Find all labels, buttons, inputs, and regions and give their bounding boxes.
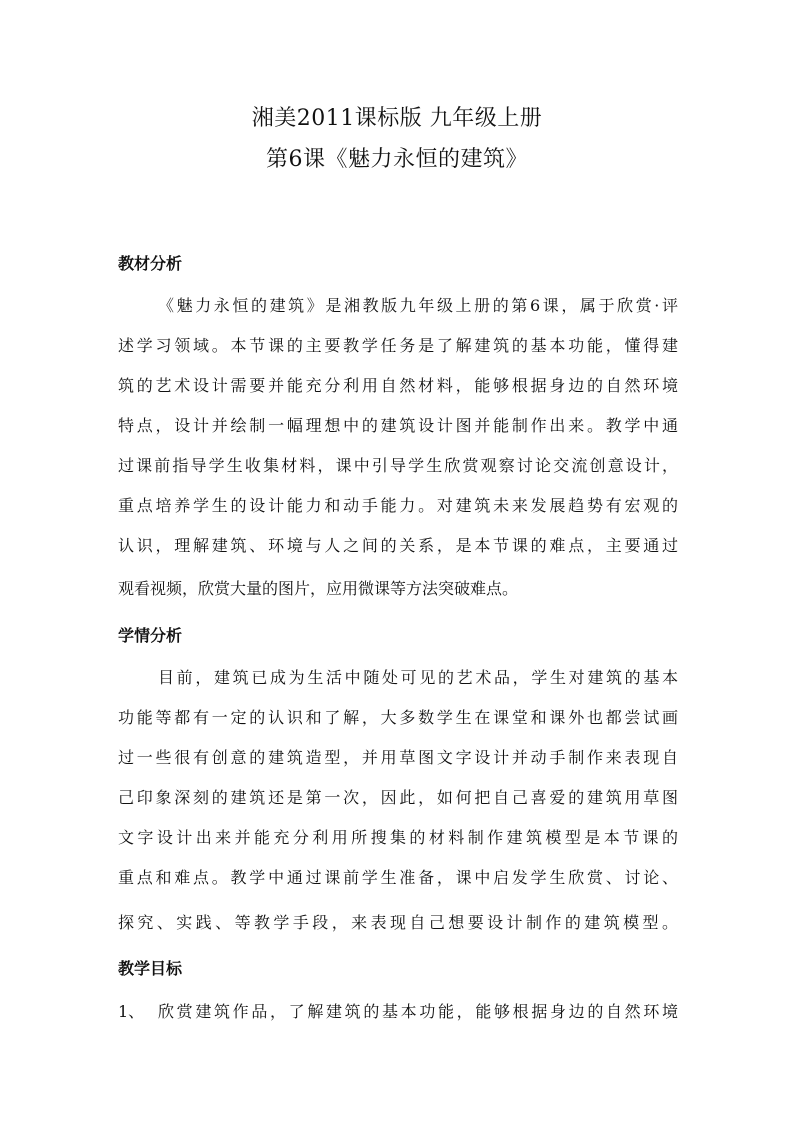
paragraph-line: 特点，设计并绘制一幅理想中的建筑设计图并能制作出来。教学中通 (118, 416, 678, 435)
list-item-number: 1、 (118, 1002, 145, 1021)
document-title-line2: 第6课《魅力永恒的建筑》 (266, 147, 528, 172)
paragraph-line: 探究、实践、等教学手段，来表现自己想要设计制作的建筑模型。 (118, 913, 678, 932)
document-title-line1: 湘美2011课标版 九年级上册 (251, 106, 543, 131)
section-heading-teaching-goals: 教学目标 (118, 959, 183, 978)
paragraph-line: 认识，理解建筑、环境与人之间的关系，是本节课的难点，主要通过 (118, 536, 678, 555)
paragraph-line: 目前，建筑已成为生活中随处可见的艺术品，学生对建筑的基本 (158, 668, 678, 687)
paragraph-line: 文字设计出来并能充分利用所搜集的材料制作建筑模型是本节课的 (118, 828, 678, 847)
section-heading-textbook-analysis: 教材分析 (118, 254, 183, 273)
paragraph-line: 述学习领域。本节课的主要教学任务是了解建筑的基本功能，懂得建 (118, 336, 678, 355)
paragraph-line: 《魅力永恒的建筑》是湘教版九年级上册的第6课，属于欣赏·评 (158, 296, 678, 315)
paragraph-line: 过一些很有创意的建筑造型，并用草图文字设计并动手制作来表现自 (118, 748, 678, 767)
paragraph-line: 重点和难点。教学中通过课前学生准备，课中启发学生欣赏、讨论、 (118, 868, 678, 887)
list-item-text: 欣赏建筑作品，了解建筑的基本功能，能够根据身边的自然环境 (158, 1002, 678, 1021)
paragraph-line: 观看视频，欣赏大量的图片，应用微课等方法突破难点。 (118, 579, 519, 598)
paragraph-line: 过课前指导学生收集材料，课中引导学生欣赏观察讨论交流创意设计， (118, 456, 678, 475)
section-heading-student-analysis: 学情分析 (118, 626, 183, 645)
paragraph-line: 己印象深刻的建筑还是第一次，因此，如何把自己喜爱的建筑用草图 (118, 788, 678, 807)
paragraph-line: 功能等都有一定的认识和了解，大多数学生在课堂和课外也都尝试画 (118, 708, 678, 727)
paragraph-line: 筑的艺术设计需要并能充分利用自然材料，能够根据身边的自然环境 (118, 376, 678, 395)
paragraph-line: 重点培养学生的设计能力和动手能力。对建筑未来发展趋势有宏观的 (118, 496, 678, 515)
